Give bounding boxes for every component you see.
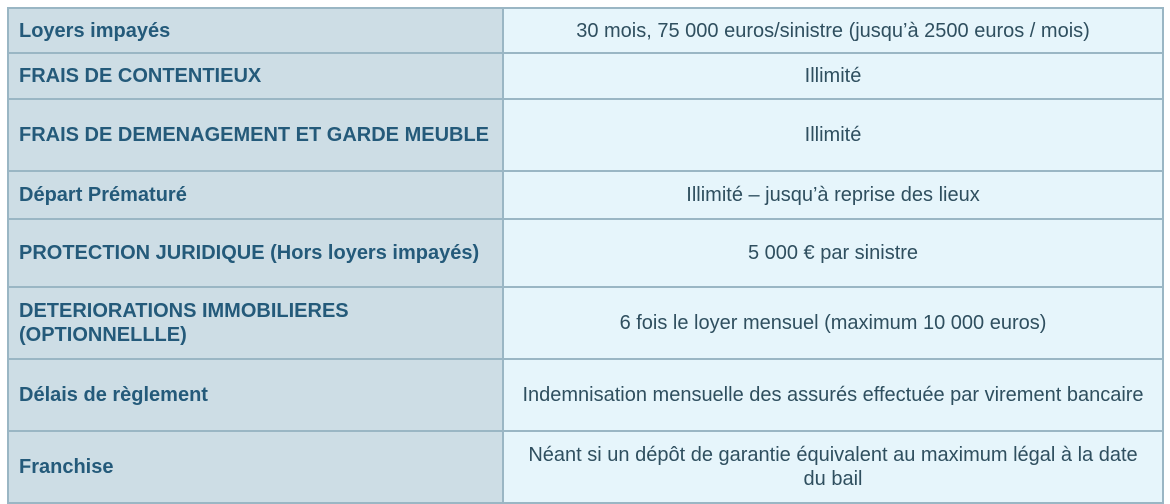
- row-label-depart-premature: Départ Prématuré: [8, 171, 503, 219]
- table-row: [8, 431, 1163, 503]
- row-value-loyers-impayes: 30 mois, 75 000 euros/sinistre (jusqu’à 2500 euros / mois): [503, 8, 1163, 53]
- row-label-delais-reglement: Délais de règlement: [8, 359, 503, 431]
- row-label-deteriorations-immobilieres: DETERIORATIONS IMMOBILIERES (OPTIONNELLLE): [8, 287, 503, 359]
- table-row: [8, 99, 1163, 171]
- coverage-table: [7, 7, 1164, 504]
- table-row: [8, 359, 1163, 431]
- table-row: [8, 53, 1163, 99]
- table-row: [8, 171, 1163, 219]
- row-value-deteriorations-immobilieres: 6 fois le loyer mensuel (maximum 10 000 euros): [503, 287, 1163, 359]
- row-value-depart-premature: Illimité – jusqu’à reprise des lieux: [503, 171, 1163, 219]
- row-label-frais-demenagement: FRAIS DE DEMENAGEMENT ET GARDE MEUBLE: [8, 99, 503, 171]
- coverage-table-container: [7, 7, 1162, 504]
- row-label-frais-contentieux: FRAIS DE CONTENTIEUX: [8, 53, 503, 99]
- table-row: [8, 287, 1163, 359]
- table-row: [8, 8, 1163, 53]
- row-value-delais-reglement: Indemnisation mensuelle des assurés effectuée par virement bancaire: [503, 359, 1163, 431]
- row-label-protection-juridique: PROTECTION JURIDIQUE (Hors loyers impayés): [8, 219, 503, 287]
- row-value-frais-demenagement: Illimité: [503, 99, 1163, 171]
- row-value-frais-contentieux: Illimité: [503, 53, 1163, 99]
- row-label-loyers-impayes: Loyers impayés: [8, 8, 503, 53]
- table-row: [8, 219, 1163, 287]
- row-value-franchise: Néant si un dépôt de garantie équivalent au maximum légal à la date du bail: [503, 431, 1163, 503]
- row-label-franchise: Franchise: [8, 431, 503, 503]
- row-value-protection-juridique: 5 000 € par sinistre: [503, 219, 1163, 287]
